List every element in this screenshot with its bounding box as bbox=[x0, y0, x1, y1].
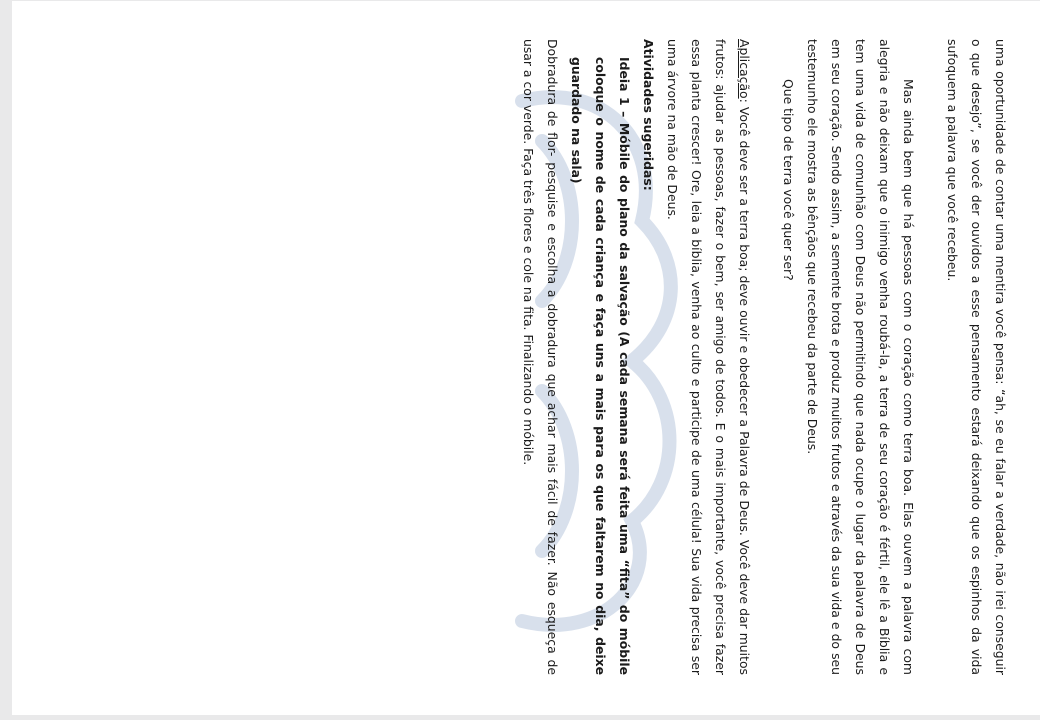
intro-paragraph: uma oportunidade de contar uma mentira você pensa: “ah, se eu falar a verdade, não irei conseguir o que desejo”, se você der ouvidos a esse pensamento estará deixando que os espinhos da vida sufoquem a palavra que você recebeu. bbox=[945, 39, 1008, 675]
paragraph-spacer bbox=[920, 39, 940, 675]
idea-1-instructions: Dobradura de flor- pesquise e escolha a dobradura que achar mais fácil de fazer. Não esqueça de usar a cor verde. Faça três flores e cole na fita. Finalizando o móbile. bbox=[521, 39, 560, 675]
paragraph-spacer bbox=[756, 39, 776, 675]
rotated-text-block bbox=[516, 39, 1012, 675]
good-soil-paragraph: Mas ainda bem que há pessoas com o coração como terra boa. Elas ouvem a palavra com alegria e não deixam que o inimigo venha roubá-la, a terra de seu coração é fértil, ele lê a Bíblia e tem uma vida de comunhão com Deus não permitindo que nada ocupe o lugar da palavra de Deus em seu coração. Sendo assim, a semente brota e produz muitos frutos e através da sua vida e do seu testemunho ele mostra as bênçãos que recebeu da parte de Deus. bbox=[805, 39, 916, 675]
document-page bbox=[12, 1, 1040, 715]
application-label: Aplicação bbox=[737, 39, 752, 99]
idea-1-title: Ideia 1 – Móbile do plano da salvação (A cada semana será feita uma “fita” do móbile coloque o nome de cada criança e faça uns a mais para os que faltarem no dia, deixe guardado na sala) bbox=[569, 57, 632, 675]
application-paragraph bbox=[660, 39, 756, 675]
application-text: : Você deve ser a terra boa; deve ouvir e obedecer a Palavra de Deus. Você deve dar muitos frutos: ajudar as pessoas, fazer o bem, ser amigo de todos. E o mais importante, você precisa fazer essa planta crescer! Ore, leia a bíblia, venha ao culto e participe de uma célula! Sua vida precisa ser uma árvore na mão de Deus. bbox=[665, 39, 752, 675]
activities-heading: Atividades sugeridas: bbox=[641, 39, 656, 191]
question-line: Que tipo de terra você quer ser? bbox=[781, 79, 796, 281]
